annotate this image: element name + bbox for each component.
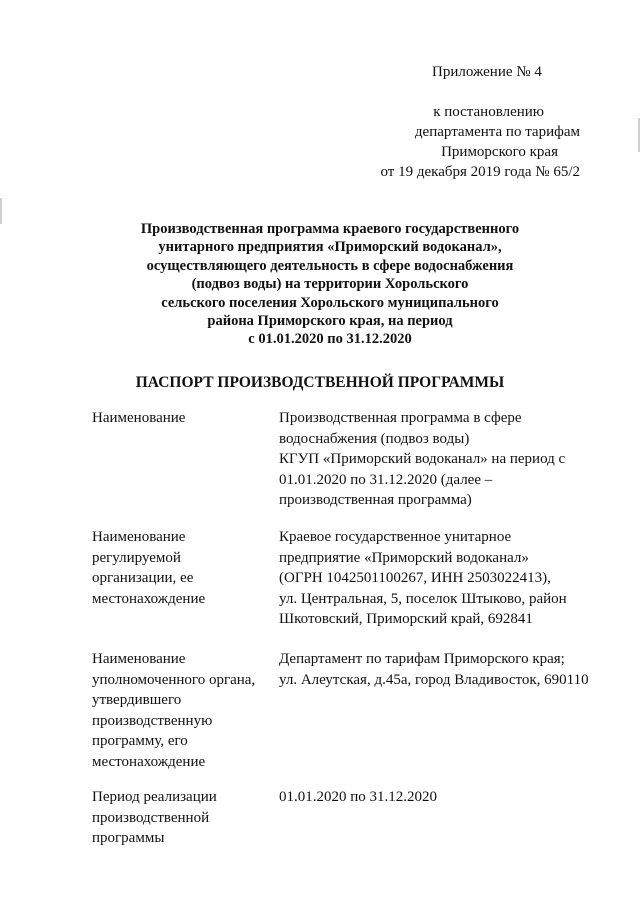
appendix-line: от 19 декабря 2019 года № 65/2 — [380, 164, 580, 180]
label-line: Период реализации — [92, 789, 217, 805]
passport-value — [279, 787, 609, 808]
title-line: (подвоз воды) на территории Хорольского — [191, 276, 469, 293]
value-line: Краевое государственное унитарное — [279, 529, 512, 545]
passport-label — [92, 408, 272, 429]
value-line: (ОГРН 1042501100267, ИНН 2503022413), — [279, 570, 551, 586]
passport-label — [92, 787, 272, 849]
label-line: Наименование — [92, 410, 186, 426]
label-line: местонахождение — [92, 753, 206, 770]
passport-value — [279, 408, 609, 511]
label-line: программу, его — [92, 733, 188, 749]
label-line: регулируемой — [92, 549, 181, 566]
value-line: ул. Центральная, 5, поселок Штыково, район — [279, 590, 567, 607]
passport-heading: ПАСПОРТ ПРОИЗВОДСТВЕННОЙ ПРОГРАММЫ — [135, 374, 505, 391]
value-line: КГУП «Приморский водоканал» на период с — [279, 451, 566, 467]
passport-label — [92, 527, 272, 609]
title-line: с 01.01.2020 по 31.12.2020 — [248, 331, 412, 348]
appendix-line: департамента по тарифам — [414, 124, 580, 140]
title-line: Производственная программа краевого государственного — [140, 221, 520, 237]
value-line: производственная программа) — [279, 492, 472, 508]
passport-label — [92, 649, 272, 772]
value-line: водоснабжения (подвоз воды) — [279, 430, 470, 447]
scan-edge-mark-left — [0, 198, 2, 224]
document-title — [100, 220, 560, 349]
appendix-line: к постановлению — [433, 104, 544, 120]
label-line: организации, ее — [92, 570, 194, 586]
passport-value — [279, 527, 609, 630]
value-line: Департамент по тарифам Приморского края; — [279, 651, 565, 667]
appendix-line: Приморского края — [441, 144, 558, 160]
label-line: программы — [92, 830, 165, 846]
label-line: местонахождение — [92, 590, 206, 607]
value-line: 01.01.2020 по 31.12.2020 (далее – — [279, 471, 493, 488]
label-line: производственную — [92, 712, 213, 729]
passport-value — [279, 649, 609, 690]
title-line: осуществляющего деятельность в сфере водоснабжения — [146, 257, 514, 274]
value-line: 01.01.2020 по 31.12.2020 — [279, 789, 438, 805]
label-line: уполномоченного органа, — [92, 671, 256, 688]
value-line: Производственная программа в сфере — [279, 410, 522, 426]
title-line: унитарного предприятия «Приморский водоканал», — [158, 239, 502, 256]
value-line: предприятие «Приморский водоканал» — [279, 549, 529, 566]
label-line: производственной — [92, 809, 210, 826]
label-line: утвердившего — [92, 692, 182, 708]
label-line: Наименование — [92, 529, 186, 545]
value-line: ул. Алеутская, д.45а, город Владивосток, 690110 — [279, 671, 589, 688]
title-line: сельского поселения Хорольского муниципального — [161, 294, 499, 311]
title-line: района Приморского края, на период — [207, 313, 453, 330]
value-line: Шкотовский, Приморский край, 692841 — [279, 611, 533, 627]
label-line: Наименование — [92, 651, 186, 667]
appendix-title: Приложение № 4 — [432, 64, 542, 80]
